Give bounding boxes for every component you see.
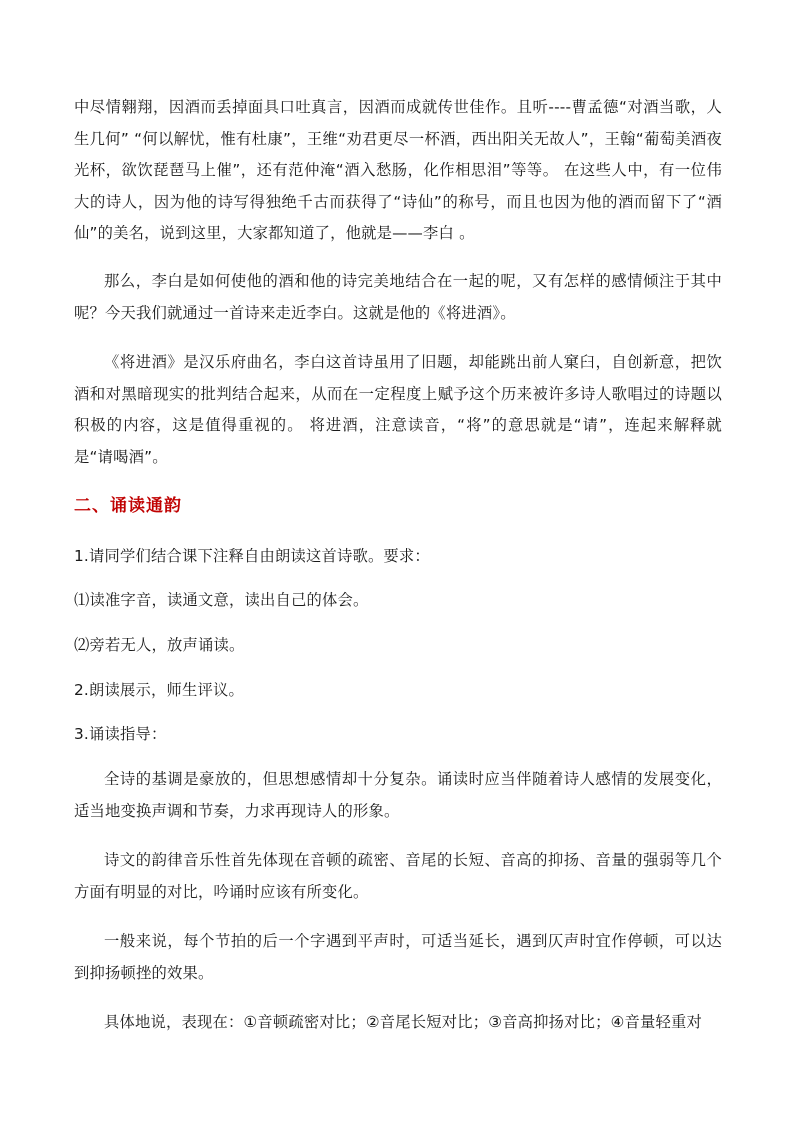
title-explanation-paragraph: 《将进酒》是汉乐府曲名，李白这首诗虽用了旧题，却能跳出前人窠臼，自创新意，把饮酒和对黑暗现实的批判结合起来，从而在一定程度上赋予这个历来被许多诗人歌唱过的诗题以积极的内容，这是值得重视的。 将进酒，注意读音，“将”的意思就是“请”，连起来解释就是“请喝酒”。 [74,353,722,466]
section-heading: 二、诵读通韵 [74,496,182,516]
instruction-item-1: 1.请同学们结合课下注释自由朗读这首诗歌。要求： [74,547,430,565]
instruction-item-1b: ⑵旁若无人，放声诵读。 [74,636,245,654]
guidance-paragraph-tone: 全诗的基调是豪放的，但思想感情却十分复杂。诵读时应当伴随着诗人感情的发展变化，适当地变换声调和节奏，力求再现诗人的形象。 [74,770,722,820]
guidance-paragraph-rhythm: 诗文的韵律音乐性首先体现在音顿的疏密、音尾的长短、音高的抑扬、音量的强弱等几个方面有明显的对比，吟诵时应该有所变化。 [74,851,722,901]
transition-paragraph: 那么，李白是如何使他的酒和他的诗完美地结合在一起的呢，又有怎样的感情倾注于其中呢？今天我们就通过一首诗来走近李白。这就是他的《将进酒》。 [74,272,722,322]
instruction-item-2: 2.朗读展示，师生评议。 [74,681,244,699]
instruction-item-3: 3.诵读指导： [74,725,167,743]
instruction-item-1a: ⑴读准字音，读通文意，读出自己的体会。 [74,591,369,609]
intro-paragraph: 中尽情翱翔，因酒而丢掉面具口吐真言，因酒而成就传世佳作。且听----曹孟德“对酒当歌，人生几何” “何以解忧，惟有杜康”，王维“劝君更尽一杯酒，西出阳关无故人”，王翰“葡萄美酒夜光杯，欲饮琵琶马上催”，还有范仲淹“酒入愁肠，化作相思泪”等等。 在这些人中，有一位伟大的诗人，因为他的诗写得独绝千古而获得了“诗仙”的称号，而且也因为他的酒而留下了“酒仙”的美名，说到这里，大家都知道了，他就是——李白 。 [74,98,722,242]
guidance-paragraph-contrast: 具体地说，表现在：①音顿疏密对比；②音尾长短对比；③音高抑扬对比；④音量轻重对 [104,1013,703,1031]
guidance-paragraph-tones: 一般来说，每个节拍的后一个字遇到平声时，可适当延长，遇到仄声时宜作停顿，可以达到抑扬顿挫的效果。 [74,932,722,982]
